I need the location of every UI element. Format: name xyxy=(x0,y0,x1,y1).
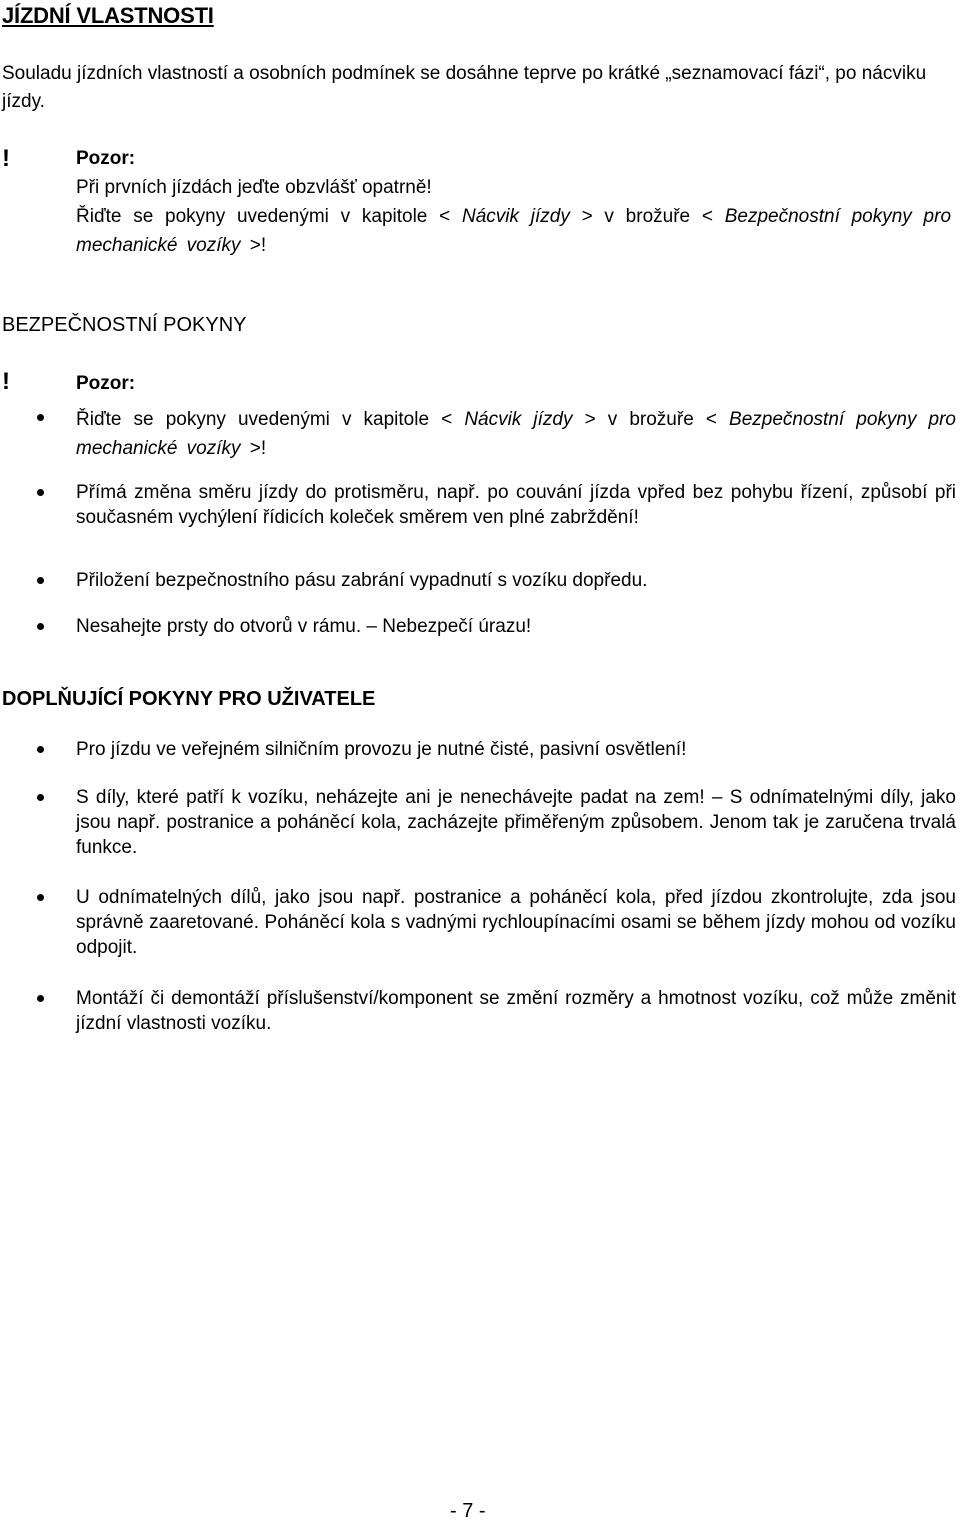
list-item: Nesahejte prsty do otvorů v rámu. – Nebezpečí úrazu! xyxy=(76,616,532,637)
list-item: Řiďte se pokyny uvedenými v kapitole < Nácvik jízdy > v brožuře < Bezpečnostní pokyny pro mechanické vozíky >! xyxy=(76,409,956,459)
bullet-icon xyxy=(37,489,44,496)
warning-line-2: Řiďte se pokyny uvedenými v kapitole < Nácvik jízdy > v brožuře < Bezpečnostní pokyny pro mechanické vozíky >! xyxy=(76,206,952,256)
warning-label: Pozor: xyxy=(76,373,136,394)
page-number: - 7 - xyxy=(450,1500,486,1522)
list-item: Přímá změna směru jízdy do protisměru, např. po couvání jízda vpřed bez pohybu řízení, způsobí při současném vychýlení řídicích koleček směrem ven plné zabrždění! xyxy=(76,482,956,528)
intro-paragraph: Souladu jízdních vlastností a osobních podmínek se dosáhne teprve po krátké „seznamovací fázi“, po nácviku jízdy. xyxy=(2,63,927,112)
bullet-icon xyxy=(37,794,44,801)
bullet-icon xyxy=(37,995,44,1002)
warning-exclamation-icon: ! xyxy=(2,368,10,395)
list-item: U odnímatelných dílů, jako jsou např. postranice a poháněcí kola, před jízdou zkontrolujte, zda jsou správně zaaretované. Poháněcí kola s vadnými rychloupínacími osami se během jízdy mohou od vozíku odpojit. xyxy=(76,887,956,958)
bullet-icon xyxy=(37,746,44,753)
list-item: S díly, které patří k vozíku, neházejte ani je nenechávejte padat na zem! – S odnímatelnými díly, jako jsou např. postranice a poháněcí kola, zacházejte přiměřeným způsobem. Jenom tak je zaručena trvalá funkce. xyxy=(76,787,956,858)
bullet-icon xyxy=(37,414,44,421)
warning-block xyxy=(76,144,951,260)
bullet-icon xyxy=(37,894,44,901)
warning-exclamation-icon: ! xyxy=(2,145,10,172)
list-item: Pro jízdu ve veřejném silničním provozu je nutné čisté, pasivní osvětlení! xyxy=(76,739,687,760)
warning-label: Pozor: xyxy=(76,148,136,169)
warning-line-1: Při prvních jízdách jeďte obzvlášť opatrně! xyxy=(76,177,432,198)
section-heading-safety: BEZPEČNOSTNÍ POKYNY xyxy=(2,314,247,336)
list-item: Montáží či demontáží příslušenství/komponent se změní rozměry a hmotnost vozíku, což může změnit jízdní vlastnosti vozíku. xyxy=(76,988,956,1034)
bullet-icon xyxy=(37,623,44,630)
section-heading-user-instructions: DOPLŇUJÍCÍ POKYNY PRO UŽIVATELE xyxy=(2,688,376,710)
page-title: JÍZDNÍ VLASTNOSTI xyxy=(2,3,214,28)
list-item: Přiložení bezpečnostního pásu zabrání vypadnutí s vozíku dopředu. xyxy=(76,570,648,591)
bullet-icon xyxy=(37,577,44,584)
